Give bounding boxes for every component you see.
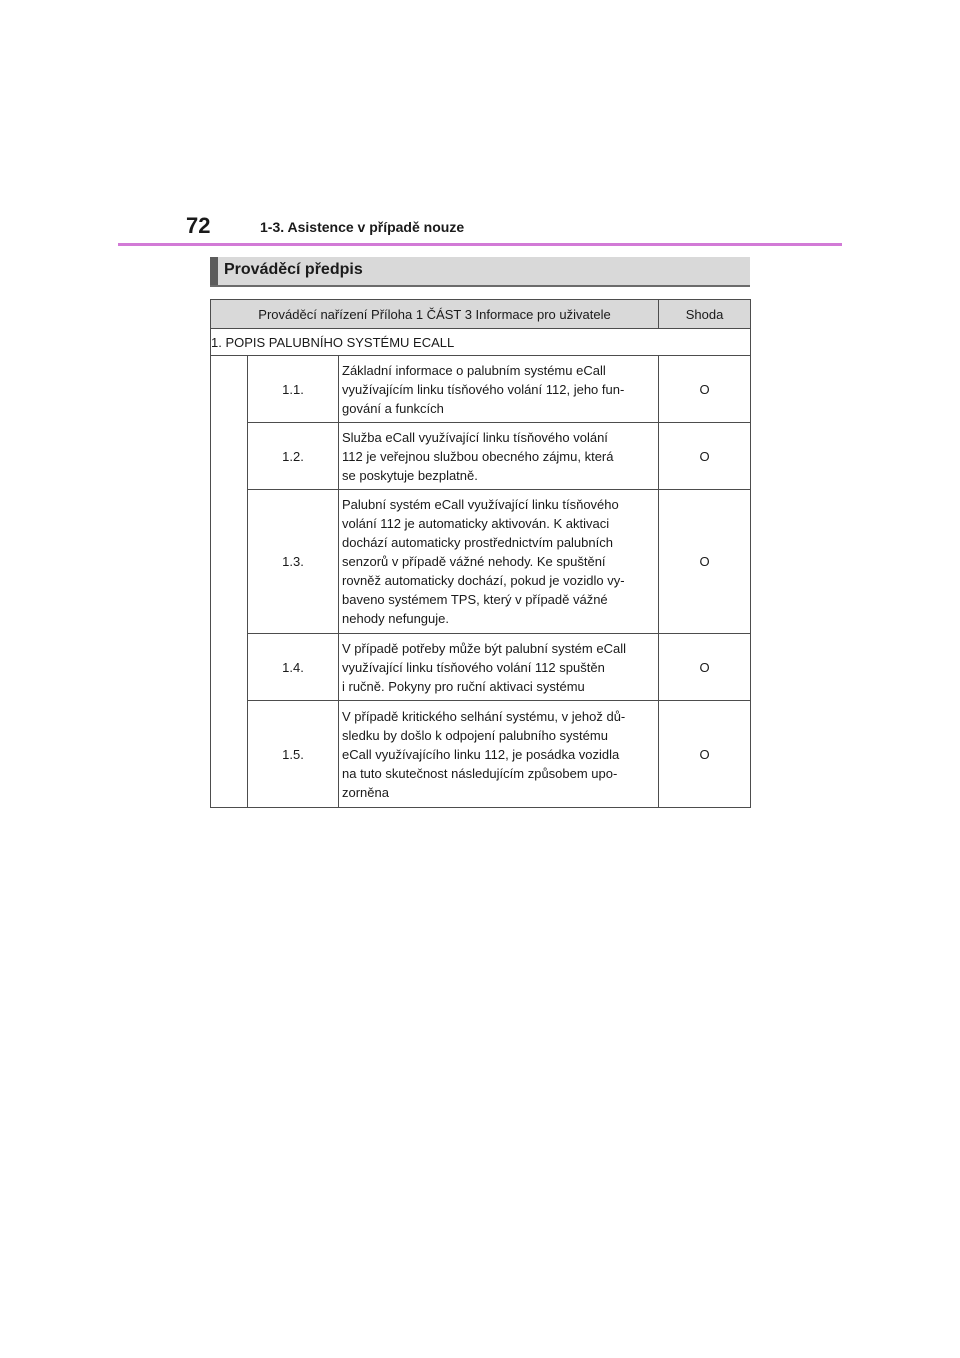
table-row — [211, 701, 751, 808]
description-line: Služba eCall využívající linku tísňového volání — [342, 429, 608, 445]
row-description — [339, 423, 659, 490]
chapter-title: 1-3. Asistence v případě nouze — [260, 219, 465, 235]
description-line: volání 112 je automaticky aktivován. K aktivaci — [342, 516, 610, 531]
description-line: senzorů v případě vážné nehody. Ke spuštění — [342, 554, 606, 569]
row-shoda: O — [659, 634, 751, 701]
regulation-table — [210, 299, 751, 808]
description-line: Základní informace o palubním systému eCall — [342, 362, 606, 378]
description-line: Palubní systém eCall využívající linku tísňového — [342, 497, 619, 512]
row-number: 1.5. — [248, 701, 339, 808]
header-divider — [118, 243, 842, 246]
row-number: 1.1. — [248, 356, 339, 423]
description-line: dochází automaticky prostřednictvím palubních — [342, 535, 613, 550]
section-heading-bar — [210, 257, 218, 285]
row-description — [339, 634, 659, 701]
section-row-label: 1. POPIS PALUBNÍHO SYSTÉMU ECALL — [211, 329, 751, 356]
description-line: sledku by došlo k odpojení palubního systému — [342, 727, 608, 743]
description-line: zorněna — [342, 784, 389, 800]
description-line: V případě kritického selhání systému, v jehož dů- — [342, 708, 626, 724]
indent-cell — [211, 356, 248, 808]
row-description — [339, 701, 659, 808]
description-line: na tuto skutečnost následujícím způsobem upo- — [342, 765, 618, 781]
description-line: využívající linku tísňového volání 112 spuštěn — [342, 659, 605, 675]
column-header-description: Prováděcí nařízení Příloha 1 ČÁST 3 Informace pro uživatele — [211, 300, 659, 329]
description-line: eCall využívajícího linku 112, je posádka vozidla — [342, 746, 620, 762]
description-line: nehody nefunguje. — [342, 611, 449, 626]
description-line: 112 je veřejnou službou obecného zájmu, která — [342, 448, 614, 464]
section-heading-text: Prováděcí předpis — [224, 261, 363, 278]
table-header-row — [211, 300, 751, 329]
row-description — [339, 356, 659, 423]
description-line: rovněž automaticky dochází, pokud je vozidlo vy- — [342, 573, 625, 588]
table-row — [211, 490, 751, 634]
description-line: využívajícím linku tísňového volání 112, jeho fun- — [342, 381, 625, 397]
row-shoda: O — [659, 701, 751, 808]
table-row — [211, 634, 751, 701]
row-shoda: O — [659, 356, 751, 423]
row-description — [339, 490, 659, 634]
row-shoda: O — [659, 423, 751, 490]
section-heading — [210, 257, 750, 287]
column-header-shoda: Shoda — [659, 300, 751, 329]
row-number: 1.4. — [248, 634, 339, 701]
description-line: gování a funkcích — [342, 400, 444, 416]
row-number: 1.2. — [248, 423, 339, 490]
description-line: i ručně. Pokyny pro ruční aktivaci systému — [342, 678, 585, 694]
description-line: se poskytuje bezplatně. — [342, 467, 478, 483]
section-row — [211, 329, 751, 356]
table-row — [211, 423, 751, 490]
row-shoda: O — [659, 490, 751, 634]
description-line: baveno systémem TPS, který v případě vážné — [342, 592, 608, 607]
description-line: V případě potřeby může být palubní systém eCall — [342, 640, 626, 656]
row-number: 1.3. — [248, 490, 339, 634]
table-row — [211, 356, 751, 423]
page-number: 72 — [186, 213, 211, 238]
